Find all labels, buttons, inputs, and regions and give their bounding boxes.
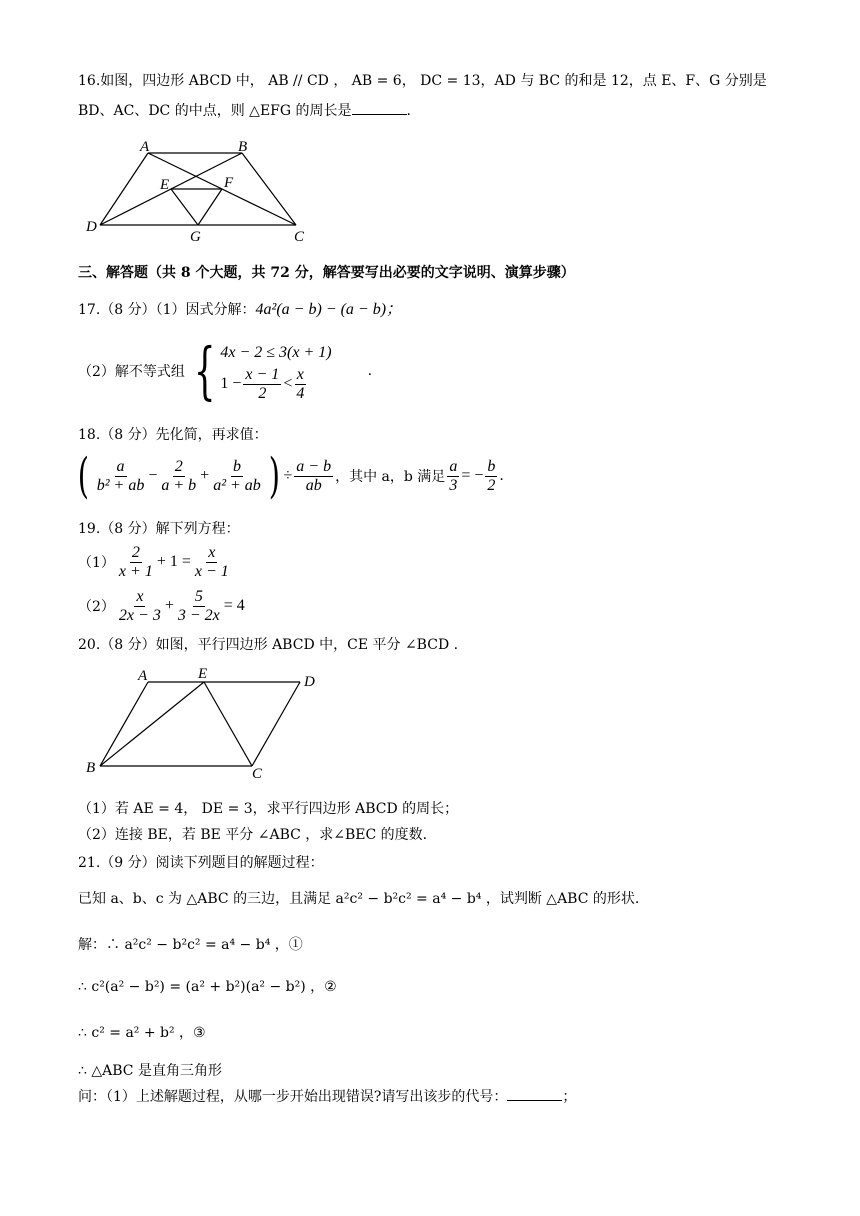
q20-figure: [82, 664, 322, 784]
inequality-2: 1 − $\frac{x - 1}{2}$ < $\frac{x}{4}$: [220, 365, 305, 402]
q21-step-1: 解：∴ a²c² − b²c² = a⁴ − b⁴ ，①: [78, 937, 303, 953]
section-heading: 三、解答题（共 8 个大题，共 72 分，解答要写出必要的文字说明、演算步骤）: [78, 265, 575, 281]
label-f: F: [224, 175, 234, 191]
label-e: E: [198, 666, 208, 682]
edge-dc: [252, 682, 300, 766]
label-a: A: [140, 139, 150, 155]
q20-part2: （2）连接 BE，若 BE 平分 ∠ABC ，求∠BEC 的度数.: [78, 827, 428, 843]
edge-ad: [100, 153, 148, 225]
q16-figure: [80, 135, 320, 245]
system-brace: {: [193, 334, 216, 407]
q17-part2: （2）解不等式组 { 4x − 2 ≤ 3(x + 1) 1 − $\frac{x - 1}{2}$ < $\frac{x}{4}$ .: [78, 334, 373, 407]
inequality-1: 4x − 2 ≤ 3(x + 1): [220, 343, 332, 361]
q18-label: 18.（8 分）先化简，再求值：: [78, 427, 268, 443]
q21-question: 问：（1）上述解题过程，从哪一步开始出现错误?请写出该步的代号： ；: [78, 1089, 577, 1105]
segment-fg: [198, 189, 222, 225]
q20-label: 20.（8 分）如图，平行四边形 ABCD 中，CE 平分 ∠BCD .: [78, 637, 459, 653]
inequality-system: [220, 340, 331, 403]
q21-label: 21.（9 分）阅读下列题目的解题过程：: [78, 855, 324, 871]
q21-step-2: ∴ c²(a² − b²) = (a² + b²)(a² − b²) ，②: [78, 979, 337, 995]
q17-part1: 17.（8 分）（1）因式分解：4a²(a − b) − (a − b)；: [78, 301, 403, 318]
q21-stem: 已知 a、b、c 为 △ABC 的三边，且满足 a²c² − b²c² = a⁴ − b⁴ ，试判断 △ABC 的形状.: [78, 891, 640, 907]
q19-equation-1: （1） $\frac{2}{x + 1}$ + 1 = $\frac{x}{x - 1}$: [78, 543, 229, 580]
q19-label: 19.（8 分）解下列方程：: [78, 521, 240, 537]
label-c: C: [294, 229, 305, 245]
label-d: D: [86, 219, 97, 235]
segment-eg: [171, 189, 198, 225]
segment-be: [100, 682, 204, 766]
q16-line1: 16.如图，四边形 ABCD 中， AB // CD ， AB = 6， DC = 13，AD 与 BC 的和是 12，点 E、F、G 分别是: [78, 73, 767, 89]
q20-part1: （1）若 AE = 4， DE = 3，求平行四边形 ABCD 的周长；: [78, 801, 459, 817]
label-a: A: [138, 668, 148, 684]
label-g: G: [190, 229, 201, 245]
q18-expression: ( $\frac{a}{\text{b² + ab}}$ − $\frac{2}{a + b}$ + $\frac{b}{\text{a² + ab}}$ ) ÷ $\frac{a - b}{ab}$ ，其中 a，b 满足 $\frac{a}{3}$ = − $\frac{b}{2}$ .: [77, 448, 504, 504]
label-b: B: [86, 760, 96, 776]
q21-step-4: ∴ △ABC 是直角三角形: [78, 1063, 222, 1079]
label-c: C: [252, 766, 263, 782]
label-e: E: [160, 177, 170, 193]
segment-ce: [204, 682, 252, 766]
answer-blank[interactable]: [352, 102, 407, 115]
q19-equation-2: （2） $\frac{x}{2x - 3}$ + $\frac{5}{3 - 2x}$ = 4: [78, 587, 245, 624]
q21-step-3: ∴ c² = a² + b² ，③: [78, 1025, 206, 1041]
edge-bc: [242, 153, 296, 225]
answer-blank[interactable]: [507, 1088, 562, 1101]
edge-ab: [100, 682, 148, 766]
label-b: B: [238, 139, 248, 155]
q16-line2: BD、AC、DC 的中点，则 △EFG 的周长是 .: [78, 103, 411, 119]
label-d: D: [304, 674, 315, 690]
